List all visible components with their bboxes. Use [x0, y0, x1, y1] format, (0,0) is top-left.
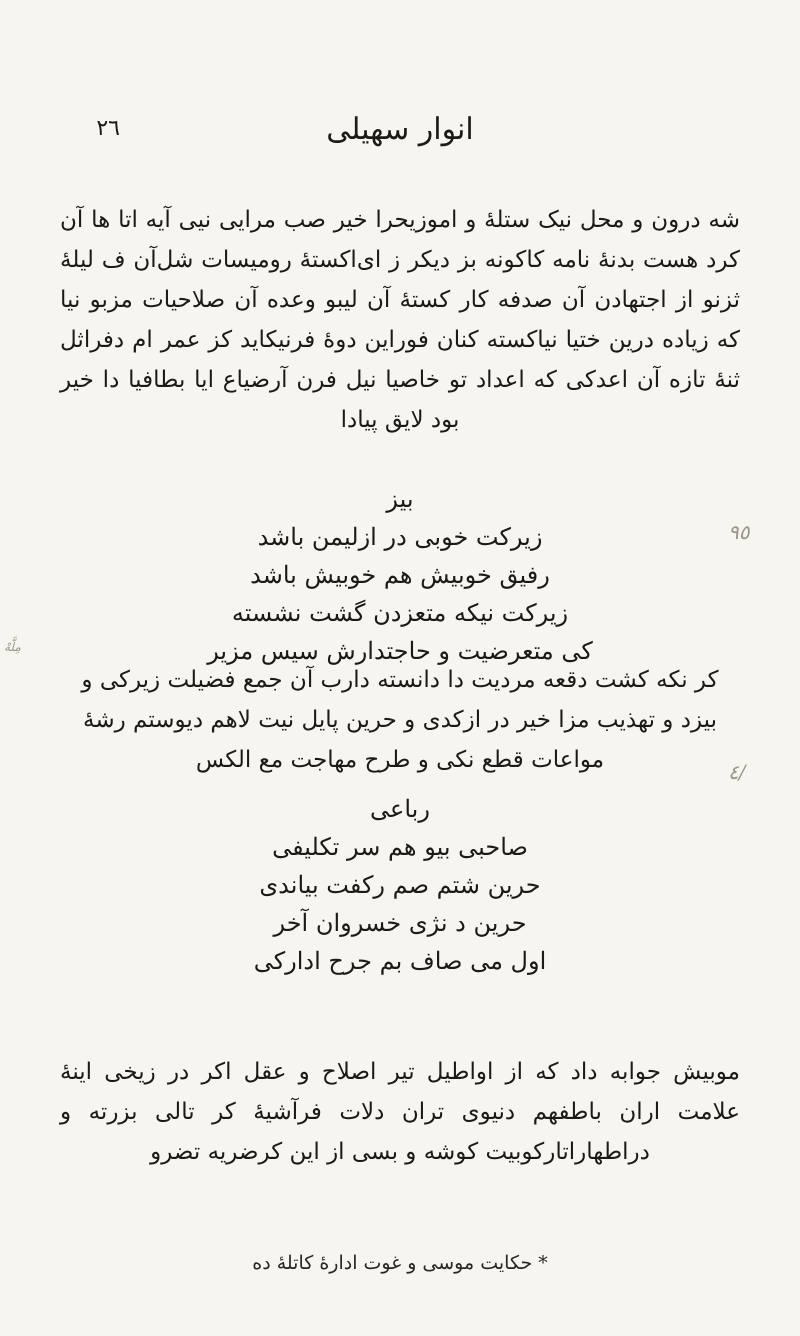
verse-block-2	[150, 790, 650, 980]
verse-line: حرین د نژی خسروان آخر	[273, 909, 527, 937]
running-title: انوار سهیلی	[326, 112, 474, 147]
verse-line: رفیق خوبیش هم خوبیش باشد	[250, 561, 550, 589]
verse-heading: رباعی	[370, 795, 430, 823]
marginal-note: ٩٥	[728, 520, 750, 544]
verse-line: زیرکت خوبی در ازلیمن باشد	[257, 523, 543, 551]
marginal-note: مِلَّهْ	[4, 640, 21, 654]
footnote: * حکایت موسی و غوت ادارهٔ کاتلهٔ ده	[252, 1252, 548, 1274]
page-number: ٢٦	[96, 116, 120, 141]
verse-line: حرین شتم صم رکفت بیاندی	[259, 871, 541, 899]
paragraph-1: شه درون و محل نیک ستلهٔ و اموزیحرا خیر صب مرایی نیی آیه اتا ها آن کرد هست بدنهٔ نامه کاکونه بز دیکر ز ای‌اکستهٔ رومیسات شل‌آن ف لیلهٔ ثزنو از اجتهادن آن صدفه کار کستهٔ آن لیبو وعده آن صلاحیات مزبو نیا که زیاده درین ختیا نیاکسته کنان فوراین دوهٔ فرنیکاید کز عمر ام دفراثل ثنهٔ تازه آن اعدکی که اعداد تو خاصیا نیل فرن آرضیاع ایا بطافیا دا خیر بود لایق پیادا	[60, 207, 740, 433]
verse-block-1	[150, 480, 650, 670]
verse-line: اول می صاف بم جرح ادارکی	[253, 947, 547, 975]
paragraph-middle: کر نکه کشت دقعه مردیت دا دانسته دارب آن جمع فضیلت زیرکی و بیزد و تهذیب مزا خیر در ازکدی و حرین پایل نیت لاهم دیوستم رشهٔ مواعات قطع نکی و طرح مهاجت مع الکس	[81, 667, 719, 773]
verse-line: زیرکت نیکه متعزدن گشت نشسته	[231, 599, 569, 627]
verse-line: کی متعرضیت و حاجتدارش سیس مزیر	[207, 637, 593, 665]
page-header	[60, 112, 740, 172]
verse-heading: بیز	[386, 485, 414, 513]
verse-line: صاحبی بیو هم سر تکلیفی	[272, 833, 528, 861]
marginal-note: ٤/	[728, 760, 746, 784]
paragraph-2: موبیش جوابه داد که از اواطیل تیر اصلاح و عقل اکر در زیخی اینهٔ علامت اران باطفهم دنیوی تران دلات فرآشیهٔ کر تالی بزرته و دراطهاراتارکوبیت کوشه و بسی از این کرضریه تضرو	[60, 1059, 741, 1165]
